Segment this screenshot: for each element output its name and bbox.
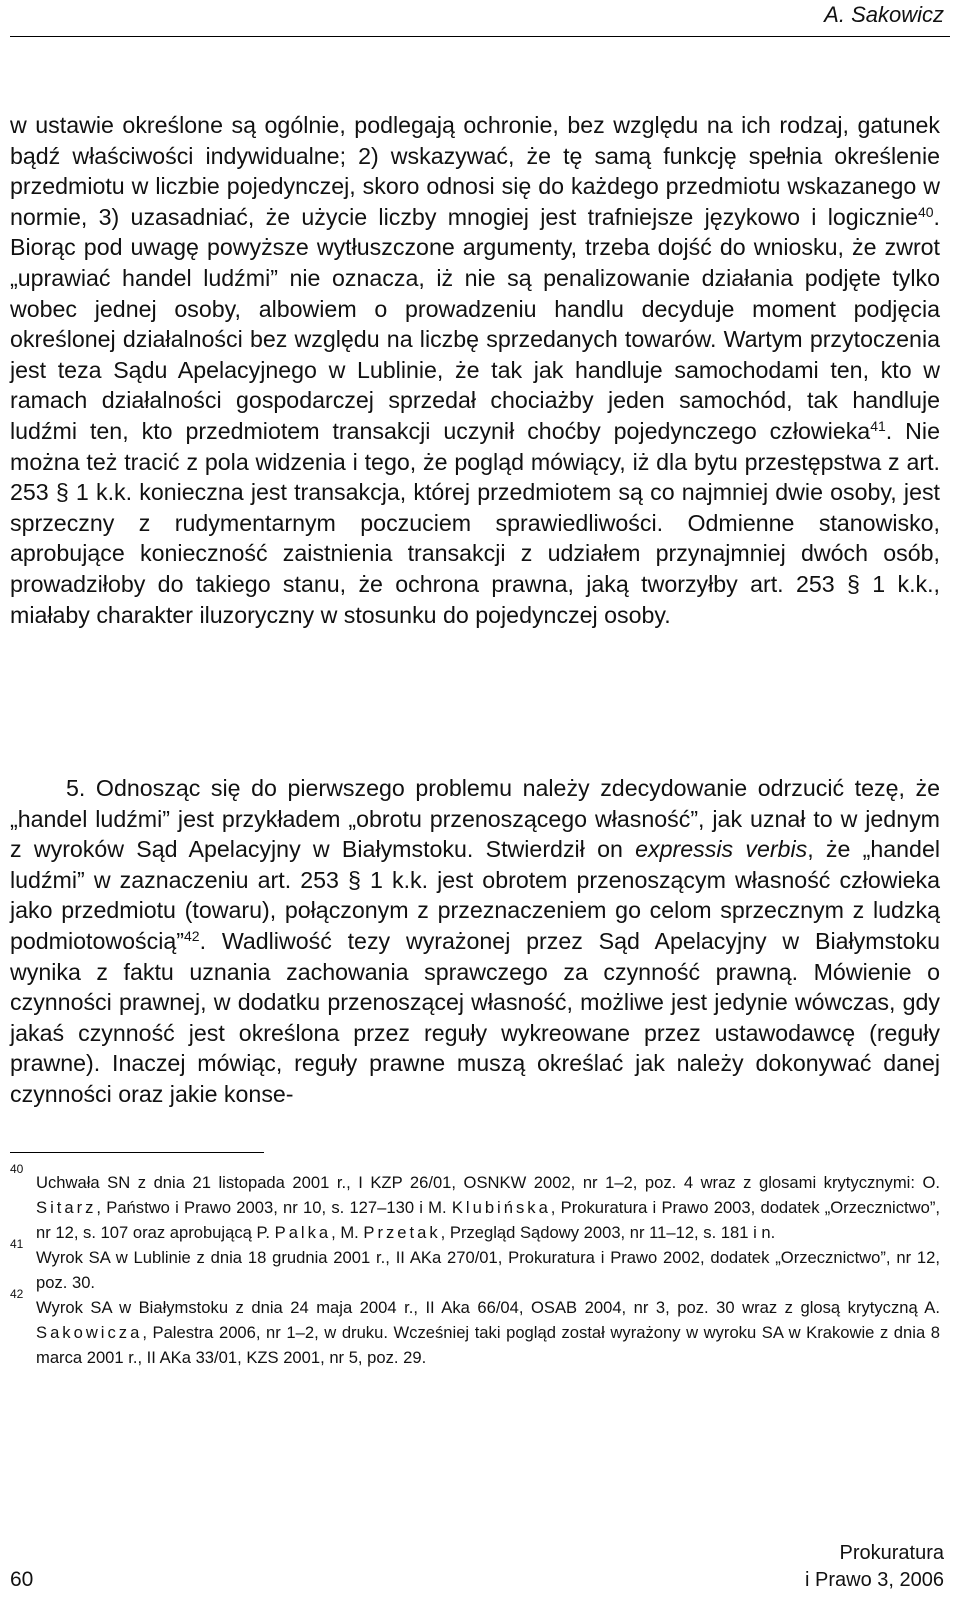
footnote-text: , Prokuratura i Prawo 2003, dodatek „Orzecznictwo”, nr 12, s. 107 oraz aprobującą P.: [36, 1198, 940, 1242]
italic-phrase: expressis verbis: [635, 836, 808, 863]
footnote-number: 42: [10, 1287, 24, 1301]
header-rule: [10, 36, 950, 37]
footnote-42: [10, 1287, 940, 1370]
author-name: Przetak: [363, 1223, 441, 1242]
footnote-ref-40: 40: [917, 203, 934, 220]
footnote-40: [10, 1162, 940, 1245]
footnote-text: , Przegląd Sądowy 2003, nr 11–12, s. 181 i n.: [440, 1223, 776, 1242]
running-header-author: A. Sakowicz: [824, 2, 944, 27]
author-name: Klubińska: [451, 1198, 551, 1217]
text-segment: . Wadliwość tezy wyrażonej przez Sąd Apelacyjny w Białymstoku wynika z faktu uznania zachowania sprawczego za czynność prawną. Mówienie o czynności prawnej, w dodatku przenoszącej własność, możliwe jest jedynie wówczas, gdy jakaś czynność jest określona przez reguły wykreowane przez ustawodawcę (reguły prawne). Inaczej mówiąc, reguły prawne muszą określać jak należy dokonywać danej czynności oraz jakie konse-: [10, 927, 940, 1107]
footnote-text: , M.: [331, 1223, 364, 1242]
footnotes: [10, 1162, 940, 1370]
footnote-ref-42: 42: [184, 927, 200, 944]
body-paragraph-2: [10, 773, 940, 1110]
footnote-text: Wyrok SA w Lublinie z dnia 18 grudnia 2001 r., II AKa 270/01, Prokuratura i Prawo 2002, dodatek „Orzecznictwo”, nr 12, poz. 30.: [36, 1248, 940, 1292]
text-segment: 5. Odnosząc się do pierwszego problemu należy zdecydowanie odrzucić tezę, że „handel ludźmi” jest przykładem „obrotu przenoszącego własność”, jak uznał to w jednym z wyroków Sąd Apelacyjny w Białymstoku. Stwierdził on: [10, 775, 940, 863]
footnote-number: 41: [10, 1237, 24, 1251]
text-segment: w ustawie określone są ogólnie, podlegają ochronie, bez względu na ich rodzaj, gatunek bądź właściwości indywidualne; 2) wskazywać, że tę samą funkcję spełnia określenie przedmiotu w liczbie pojedynczej, skoro odnosi się do każdego przedmiotu wskazanego w normie, 3) uzasadniać, że użycie liczby mnogiej jest trafniejsze językowo i logicznie: [10, 112, 940, 230]
text-segment: . Biorąc pod uwagę powyższe wytłuszczone argumenty, trzeba dojść do wniosku, że zwrot „uprawiać handel ludźmi” nie oznacza, iż nie są penalizowanie działania podjęte tylko wobec jednej osoby, albowiem o prowadzeniu handlu decyduje moment podjęcia określonej działalności bez względu na liczbę sprzedanych towarów. Wartym przytoczenia jest teza Sądu Apelacyjnego w Lublinie, że tak jak handluje samochodami ten, kto w ramach działalności gospodarczej sprzedał chociażby jeden samochód, tak handluje ludźmi ten, kto przedmiotem transakcji uczynił choćby pojedynczego człowieka: [10, 203, 940, 444]
journal-footer: [805, 1540, 944, 1594]
page-number: 60: [10, 1568, 34, 1591]
body-paragraph-1: [10, 110, 940, 630]
footnote-ref-41: 41: [870, 417, 886, 434]
footnote-text: Uchwała SN z dnia 21 listopada 2001 r., I KZP 26/01, OSNKW 2002, nr 1–2, poz. 4 wraz z glosami krytycznymi: O.: [36, 1173, 940, 1192]
footnote-text: Wyrok SA w Białymstoku z dnia 24 maja 2004 r., II Aka 66/04, OSAB 2004, nr 3, poz. 30 wraz z glosą krytyczną A.: [36, 1298, 940, 1317]
footnote-text: , Palestra 2006, nr 1–2, w druku. Wcześniej taki pogląd został wyrażony w wyroku SA w Krakowie z dnia 8 marca 2001 r., II AKa 33/01, KZS 2001, nr 5, poz. 29.: [36, 1323, 940, 1367]
text-segment: , że „handel ludźmi” w zaznaczeniu art. 253 § 1 k.k. jest obrotem przenoszącym własność człowieka jako przedmiotu (towaru), połączonym z przeznaczeniem go celom sprzecznym z ludzką podmiotowością”: [10, 836, 941, 954]
footnote-text: , Państwo i Prawo 2003, nr 10, s. 127–130 i M.: [96, 1198, 452, 1217]
footnote-41: [10, 1237, 940, 1295]
author-name: Palka: [274, 1223, 332, 1242]
text-segment: . Nie można też tracić z pola widzenia i tego, że pogląd mówiący, iż dla bytu przestępstwa z art. 253 § 1 k.k. konieczna jest transakcja, której przedmiotem są co najmniej dwie osoby, jest sprzeczny z rudymentarnym poczuciem sprawiedliwości. Odmienne stanowisko, aprobujące konieczność zaistnienia transakcji z udziałem przynajmniej dwóch osób, prowadziłoby do takiego stanu, że ochrona prawna, jaką tworzyłby art. 253 § 1 k.k., miałaby charakter iluzoryczny w stosunku do pojedynczej osoby.: [10, 417, 940, 628]
footnote-number: 40: [10, 1162, 24, 1176]
author-name: Sitarz: [36, 1198, 97, 1217]
journal-issue: i Prawo 3, 2006: [805, 1569, 944, 1591]
author-name: Sakowicza: [36, 1323, 143, 1342]
footnote-separator: [10, 1152, 264, 1153]
journal-title: Prokuratura: [839, 1542, 944, 1564]
